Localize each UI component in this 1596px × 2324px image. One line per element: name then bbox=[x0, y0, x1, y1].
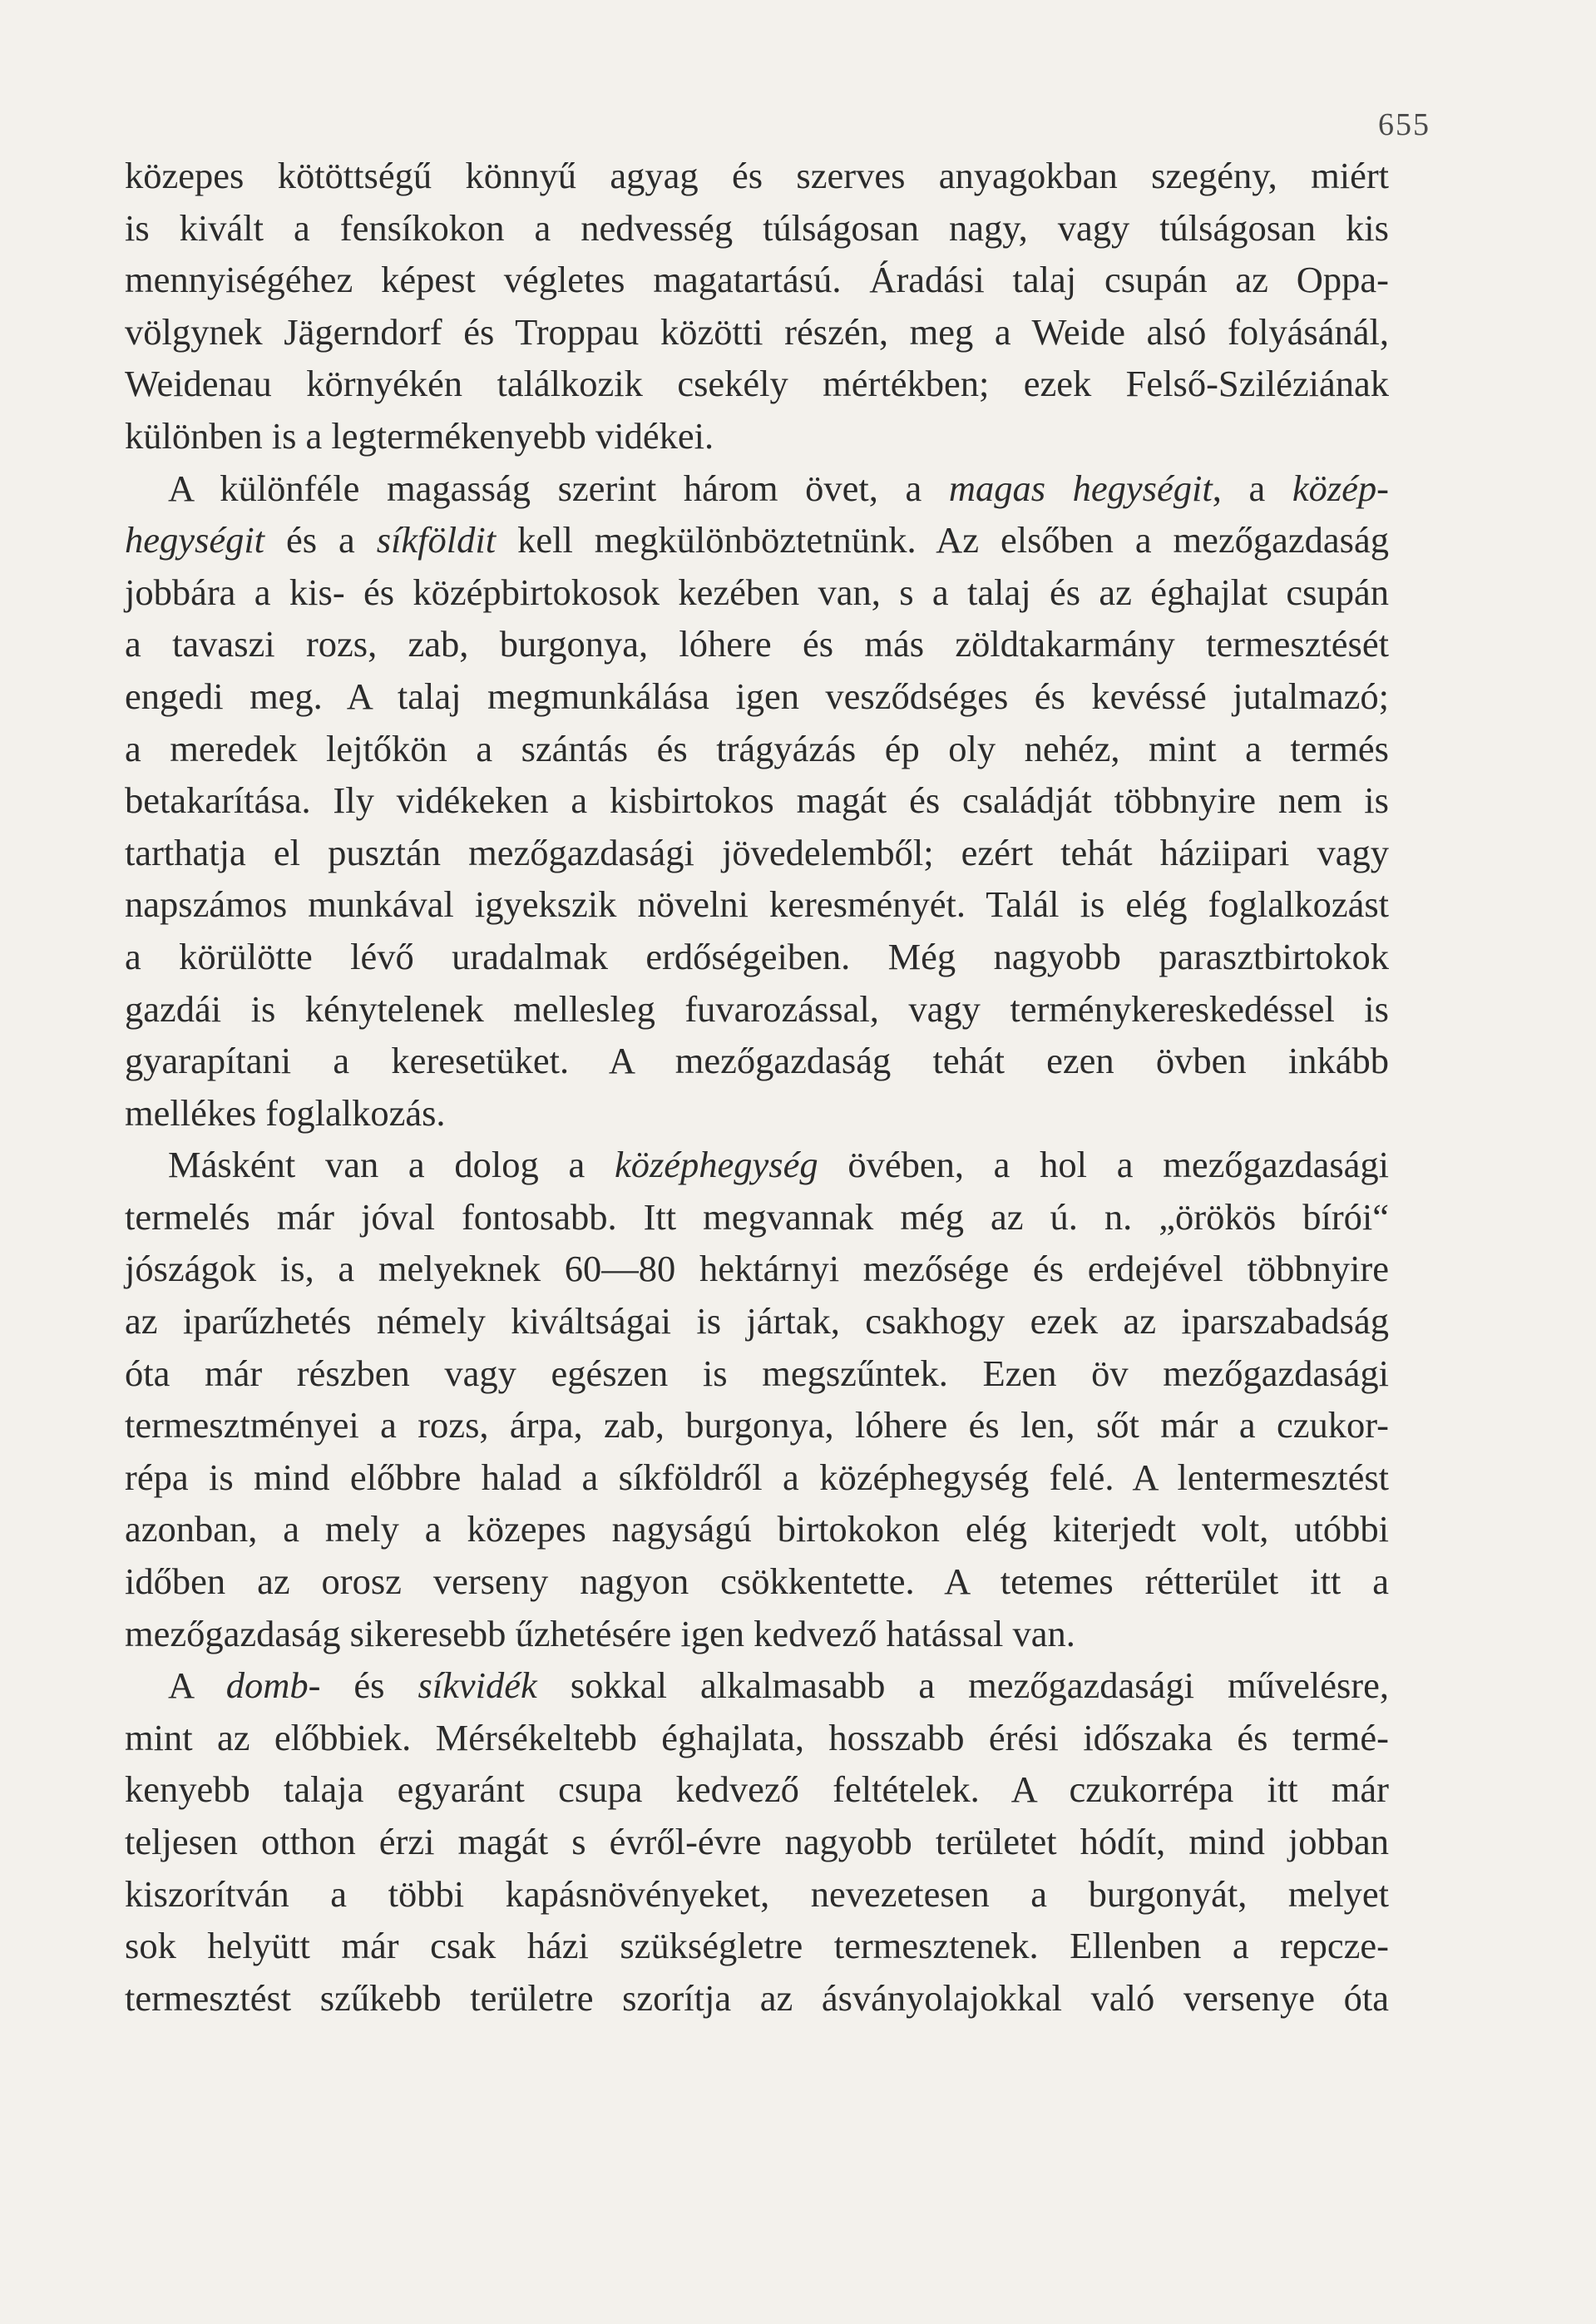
text-line: hegységit és a síkföldit kell megkülönböztetnünk. Az elsőben a mezőgazdaság bbox=[125, 519, 1389, 561]
text-line: répa is mind előbbre halad a síkföldről a középhegység felé. A lentermesztést bbox=[125, 1456, 1389, 1498]
text-line: is kivált a fensíkokon a nedvesség túlságosan nagy, vagy túlságosan kis bbox=[125, 206, 1389, 249]
text-line: közepes kötöttségű könnyű agyag és szerves anyagokban szegény, miért bbox=[125, 155, 1389, 196]
page-number: 655 bbox=[1378, 107, 1430, 142]
text-line: tarthatja el pusztán mezőgazdasági jövedelemből; ezért tehát háziipari vagy bbox=[125, 831, 1389, 873]
text-line: völgynek Jägerndorf és Troppau közötti részén, meg a Weide alsó folyásánál, bbox=[125, 310, 1389, 353]
text-line: napszámos munkával igyekszik növelni keresményét. Talál is elég foglalkozást bbox=[125, 883, 1389, 926]
text-line: A domb- és síkvidék sokkal alkalmasabb a mezőgazdasági művelésre, bbox=[168, 1664, 1389, 1707]
italic-term: középhegység bbox=[614, 1144, 818, 1186]
text-line: mennyiségéhez képest végletes magatartású. Áradási talaj csupán az Oppa- bbox=[125, 259, 1389, 301]
text-line: a meredek lejtőkön a szántás és trágyázás ép oly nehéz, mint a termés bbox=[125, 727, 1389, 769]
italic-term: domb- bbox=[225, 1664, 321, 1707]
text-line: gazdái is kénytelenek mellesleg fuvarozással, vagy terménykereskedéssel is bbox=[125, 987, 1389, 1030]
body-text bbox=[125, 150, 1389, 2024]
paragraph bbox=[125, 462, 1389, 1140]
text-line: Weidenau környékén találkozik csekély mértékben; ezek Felső-Sziléziának bbox=[125, 363, 1389, 405]
italic-term: hegységit bbox=[125, 519, 265, 561]
text-line: óta már részben vagy egészen is megszűntek. Ezen öv mezőgazdasági bbox=[125, 1352, 1389, 1394]
text-line: teljesen otthon érzi magát s évről-évre nagyobb területet hódít, mind jobban bbox=[125, 1821, 1389, 1862]
text-line: időben az orosz verseny nagyon csökkentette. A tetemes rétterület itt a bbox=[125, 1560, 1389, 1603]
text-line: mint az előbbiek. Mérsékeltebb éghajlata, hosszabb érési időszaka és termé- bbox=[125, 1716, 1389, 1758]
paragraph bbox=[125, 1139, 1389, 1659]
text-line: termesztést szűkebb területre szorítja az ásványolajokkal való versenye óta bbox=[125, 1976, 1389, 2019]
italic-term: közép- bbox=[1292, 467, 1389, 509]
text-line: betakarítása. Ily vidékeken a kisbirtokos magát és családját többnyire nem is bbox=[125, 779, 1389, 822]
italic-term: síkvidék bbox=[418, 1664, 537, 1707]
text-line: jobbára a kis- és középbirtokosok kezében van, s a talaj és az éghajlat csupán bbox=[125, 571, 1389, 613]
text-line: termesztményei a rozs, árpa, zab, burgonya, lóhere és len, sőt már a czukor- bbox=[125, 1404, 1389, 1446]
text-line: jószágok is, a melyeknek 60—80 hektárnyi mezősége és erdejével többnyire bbox=[125, 1248, 1389, 1290]
text-line: az iparűzhetés némely kiváltságai is jártak, csakhogy ezek az iparszabadság bbox=[125, 1300, 1389, 1342]
text-line: azonban, a mely a közepes nagyságú birtokokon elég kiterjedt volt, utóbbi bbox=[125, 1508, 1389, 1550]
text-line: mellékes foglalkozás. bbox=[125, 1091, 446, 1134]
italic-term: síkföldit bbox=[376, 519, 497, 561]
text-line: engedi meg. A talaj megmunkálása igen vesződséges és kevéssé jutalmazó; bbox=[125, 675, 1389, 717]
text-line: A különféle magasság szerint három övet, a magas hegységit, a közép- bbox=[168, 467, 1389, 509]
text-line: sok helyütt már csak házi szükségletre termesztenek. Ellenben a repcze- bbox=[125, 1925, 1389, 1967]
italic-term: magas hegységit bbox=[948, 467, 1213, 509]
text-line: különben is a legtermékenyebb vidékei. bbox=[125, 414, 714, 457]
text-line: kiszorítván a többi kapásnövényeket, nevezetesen a burgonyát, melyet bbox=[125, 1872, 1389, 1915]
text-line: a körülötte lévő uradalmak erdőségeiben. Még nagyobb parasztbirtokok bbox=[125, 935, 1389, 977]
text-line: termelés már jóval fontosabb. Itt megvannak még az ú. n. „örökös bírói“ bbox=[125, 1195, 1389, 1238]
text-line: Másként van a dolog a középhegység övében, a hol a mezőgazdasági bbox=[168, 1144, 1390, 1186]
text-line: kenyebb talaja egyaránt csupa kedvező feltételek. A czukorrépa itt már bbox=[125, 1768, 1389, 1811]
text-line: gyarapítani a keresetüket. A mezőgazdaság tehát ezen övben inkább bbox=[125, 1040, 1389, 1082]
text-line: mezőgazdaság sikeresebb űzhetésére igen kedvező hatással van. bbox=[125, 1612, 1075, 1654]
text-line: a tavaszi rozs, zab, burgonya, lóhere és más zöldtakarmány termesztését bbox=[125, 623, 1389, 665]
paragraph bbox=[125, 150, 1389, 462]
paragraph bbox=[125, 1659, 1389, 2024]
